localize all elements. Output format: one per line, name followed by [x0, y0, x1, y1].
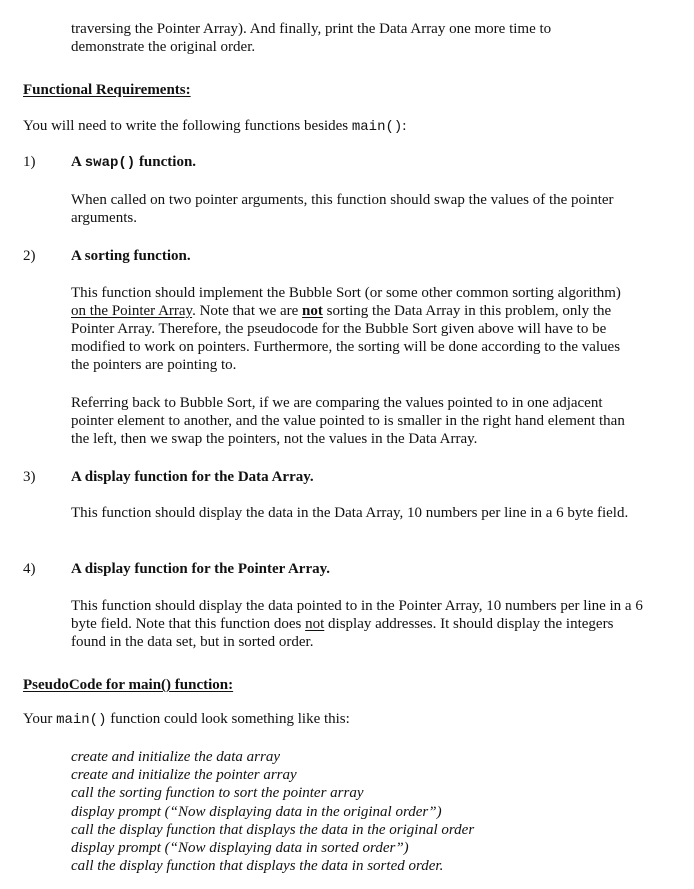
item-2-p1-text-b: . Note that we are — [192, 303, 303, 319]
functional-intro-text: You will need to write the following functions besides — [23, 118, 352, 134]
item-2-title: A sorting function. — [71, 248, 191, 264]
pseudocode-block — [71, 748, 474, 875]
item-1-title-text: A — [71, 154, 85, 170]
item-4-p1-text-b: display addresses. It should display the integers found in the data set, but in sorted order. — [71, 616, 614, 650]
item-1-title-suffix: function. — [135, 154, 197, 170]
pseudocode-heading: PseudoCode for main() function: — [23, 677, 234, 693]
item-4-paragraph — [71, 597, 649, 651]
item-3-number: 3) — [23, 469, 36, 485]
item-2-paragraph-2: Referring back to Bubble Sort, if we are comparing the values pointed to in one adjacent pointer element to another, and the value pointed to is smaller in the right hand element than the left, then we swap the pointers, not the values in the Data Array. — [71, 395, 625, 447]
intro-line-1: traversing the Pointer Array). And finally, print the Data Array one more time to — [71, 21, 552, 37]
functional-intro-colon: : — [402, 118, 407, 134]
item-4-title: A display function for the Pointer Array. — [71, 561, 331, 577]
pseudocode-line: display prompt (“Now displaying data in the original order”) — [71, 803, 442, 820]
pseudocode-line: call the display function that displays the data in the original order — [71, 821, 475, 838]
intro-paragraph — [71, 20, 671, 56]
item-2-p1-underlined: on the Pointer Array — [71, 303, 193, 319]
item-1-title-code: swap() — [84, 155, 136, 171]
item-3-title: A display function for the Data Array. — [71, 469, 314, 485]
functional-intro — [23, 117, 406, 136]
item-2-number: 2) — [23, 248, 36, 264]
pseudocode-line: call the sorting function to sort the pointer array — [71, 785, 364, 802]
item-2-p1-text-c: sorting the Data Array in this problem, only the Pointer Array. Therefore, the pseudocode for the Bubble Sort given above will have to be modified to work on pointers. Furthermore, the sorting will be done according to the values the pointers are pointing to. — [71, 303, 621, 373]
functional-intro-code: main() — [351, 119, 403, 135]
item-4-p1-text-a: This function should display the data pointed to in the Pointer Array, 10 numbers per line in a 6 byte field. Note that this function does — [71, 598, 643, 632]
item-2-p1-not: not — [302, 303, 323, 319]
pseudocode-intro-text: Your — [23, 711, 57, 727]
intro-line-2: demonstrate the original order. — [71, 39, 256, 55]
pseudocode-line: create and initialize the pointer array — [71, 767, 297, 784]
item-3-paragraph: This function should display the data in the Data Array, 10 numbers per line in a 6 byte field. — [71, 505, 629, 521]
pseudocode-line: display prompt (“Now displaying data in sorted order”) — [71, 840, 409, 857]
pseudocode-line: call the display function that displays the data in sorted order. — [71, 858, 444, 875]
pseudocode-line: create and initialize the data array — [71, 749, 280, 765]
pseudocode-intro-suffix: function could look something like this: — [106, 711, 350, 727]
functional-requirements-heading: Functional Requirements: — [23, 82, 191, 98]
item-2-paragraph-1 — [71, 284, 631, 374]
item-4-p1-not: not — [305, 616, 325, 632]
item-4-number: 4) — [23, 561, 36, 577]
item-2-p1-text-a: This function should implement the Bubble Sort (or some other common sorting algorithm) — [71, 285, 621, 301]
item-1-paragraph: When called on two pointer arguments, this function should swap the values of the pointer arguments. — [71, 192, 614, 226]
pseudocode-intro — [23, 710, 350, 729]
item-1-title — [71, 153, 196, 172]
pseudocode-intro-code: main() — [56, 712, 107, 728]
item-1-number: 1) — [23, 154, 36, 170]
